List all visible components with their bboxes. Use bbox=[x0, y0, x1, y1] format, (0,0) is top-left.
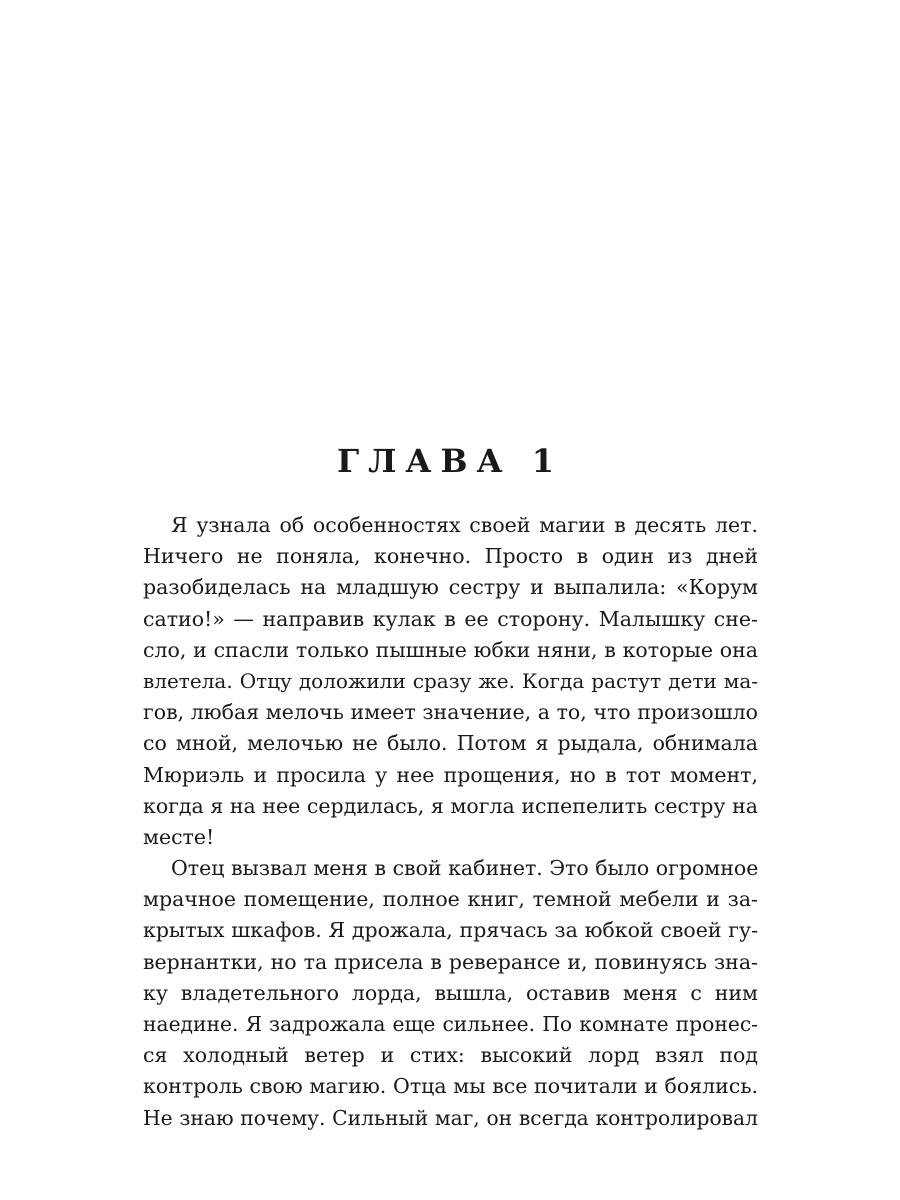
text-line: Отец вызвал меня в свой кабинет. Это было огромное bbox=[171, 856, 759, 881]
text-line: со мной, мелочью не было. Потом я рыдала, обнимала bbox=[143, 731, 758, 756]
chapter-title: ГЛАВА 1 bbox=[337, 442, 563, 480]
text-line: ся холодный ветер и стих: высокий лорд взял под bbox=[143, 1043, 758, 1068]
chapter-body bbox=[143, 510, 758, 1134]
text-line: месте! bbox=[143, 824, 215, 849]
text-line: Мюриэль и просила у нее прощения, но в тот момент, bbox=[143, 762, 758, 787]
text-line: Не знаю почему. Сильный маг, он всегда контролировал bbox=[143, 1105, 758, 1130]
text-line: сло, и спасли только пышные юбки няни, в которые она bbox=[143, 637, 758, 662]
text-line: контроль свою магию. Отца мы все почитали и боялись. bbox=[143, 1074, 758, 1099]
text-line: гов, любая мелочь имеет значение, а то, что произошло bbox=[143, 700, 758, 725]
text-line: разобиделась на младшую сестру и выпалила: «Корум bbox=[143, 575, 758, 600]
text-line: ку владетельного лорда, вышла, оставив меня с ним bbox=[143, 980, 758, 1005]
text-line: мрачное помещение, полное книг, темной мебели и за- bbox=[143, 887, 758, 912]
text-line: Я узнала об особенностях своей магии в десять лет. bbox=[171, 513, 758, 537]
text-line: Ничего не поняла, конечно. Просто в один из дней bbox=[143, 544, 758, 569]
text-line: когда я на нее сердилась, я могла испепелить сестру на bbox=[143, 793, 758, 818]
text-line: влетела. Отцу доложили сразу же. Когда растут дети ма- bbox=[143, 668, 758, 693]
text-line: крытых шкафов. Я дрожала, прячась за юбкой своей гу- bbox=[143, 918, 758, 943]
text-line: сатио!» — направив кулак в ее сторону. Малышку сне- bbox=[143, 606, 758, 631]
text-line: наедине. Я задрожала еще сильнее. По комнате пронес- bbox=[143, 1012, 758, 1036]
text-line: вернантки, но та присела в реверансе и, повинуясь зна- bbox=[143, 949, 758, 974]
